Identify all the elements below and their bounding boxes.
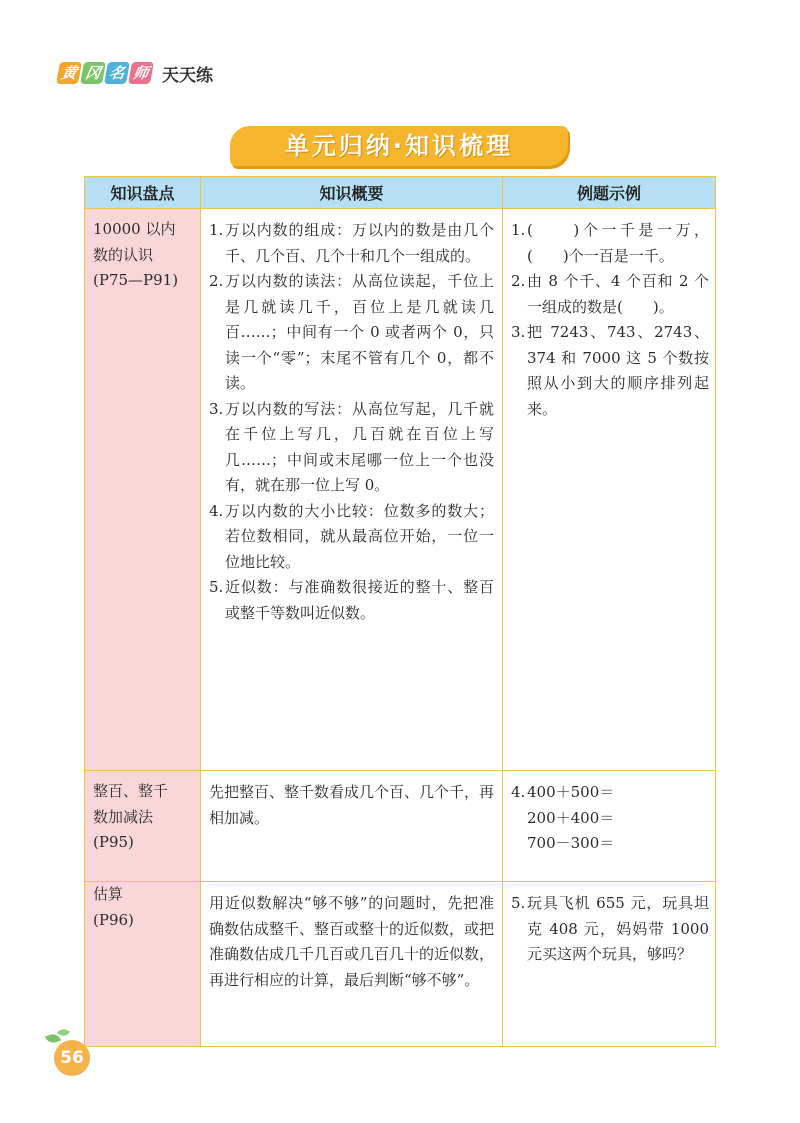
page-number: 56 [54, 1040, 90, 1076]
example-item [511, 780, 709, 857]
topic-line: 整百、整千 [93, 782, 169, 800]
series-name: 天天练 [162, 65, 213, 86]
examples-cell [503, 882, 716, 1047]
examples-cell [503, 771, 716, 882]
summary-item [209, 397, 494, 499]
item-text: ( )个一千是一万，( )个一百是一千。 [527, 221, 709, 265]
item-number: 3. [209, 399, 224, 418]
item-number: 2. [511, 272, 526, 290]
equation-list [527, 780, 709, 857]
summary-item [209, 218, 494, 269]
summary-cell [201, 771, 503, 882]
item-number: 4. [511, 783, 526, 801]
table-row [85, 771, 716, 882]
topic-line: 数加减法 [93, 807, 154, 826]
table-row [85, 882, 716, 1047]
example-item [511, 218, 709, 269]
item-number: 3. [511, 323, 526, 341]
header-summary: 知识概要 [201, 177, 503, 209]
item-text: 万以内数的大小比较：位数多的数大；若位数相同，就从最高位开始，一位一位地比较。 [225, 501, 494, 571]
topic-line: (P95) [93, 833, 134, 851]
brand-header [58, 60, 213, 86]
example-item [511, 320, 709, 422]
equation: 400＋500＝ [527, 783, 615, 801]
item-number: 5. [209, 578, 224, 596]
item-number: 1. [209, 221, 224, 239]
section-title: 单元归纳·知识梳理 [284, 132, 514, 160]
header-topic: 知识盘点 [85, 177, 201, 209]
item-text: 把 7243、743、2743、374 和 7000 这 5 个数按照从小到大的顺序排列起来。 [527, 323, 709, 418]
logo-char: 师 [128, 62, 154, 84]
topic-cell [85, 209, 201, 771]
logo-char: 名 [104, 62, 130, 84]
logo-char: 冈 [80, 62, 106, 84]
summary-text: 先把整百、整千数看成几个百、几个千，再相加减。 [209, 783, 495, 827]
brand-logo [58, 62, 152, 84]
equation: 700－300＝ [527, 834, 615, 852]
topic-cell [85, 882, 201, 1047]
equation: 200＋400＝ [527, 808, 615, 827]
item-number: 2. [209, 272, 224, 290]
summary-item [209, 575, 494, 626]
section-banner [230, 126, 568, 166]
item-text: 由 8 个千、4 个百和 2 个一组成的数是( )。 [527, 272, 709, 316]
item-number: 1. [511, 221, 526, 239]
item-text: 万以内数的写法：从高位写起，几千就在千位上写几，几百就在百位上写几……；中间或末尾哪一位上一个也没有，就在那一位上写 0。 [225, 399, 494, 494]
summary-text: 用近似数解决“够不够”的问题时，先把准确数估成整千、整百或整十的近似数，或把准确数估成几千几百或几百几十的近似数，再进行相应的计算，最后判断“够不够”。 [209, 894, 495, 989]
topic-line: 数的认识 [93, 245, 154, 264]
item-number: 5. [511, 894, 526, 912]
topic-line: (P96) [93, 910, 134, 929]
topic-line: 10000 以内 [93, 220, 176, 238]
item-text: 玩具飞机 655 元，玩具坦克 408 元，妈妈带 1000 元买这两个玩具，够吗？ [527, 894, 709, 963]
item-text: 万以内数的读法：从高位读起，千位上是几就读几千，百位上是几就读几百……；中间有一个 0 或者两个 0，只读一个“零”；末尾不管有几个 0，都不读。 [225, 272, 494, 392]
topic-cell [85, 771, 201, 882]
summary-cell [201, 882, 503, 1047]
example-item [511, 269, 709, 320]
summary-item [209, 499, 494, 576]
example-item [511, 891, 709, 968]
topic-line: 估算 [93, 885, 124, 903]
knowledge-table [84, 176, 716, 1047]
item-text: 万以内数的组成：万以内的数是由几个千、几个百、几个十和几个一组成的。 [225, 221, 494, 265]
table-header-row [85, 177, 716, 209]
logo-char: 黄 [56, 62, 82, 84]
table-row [85, 209, 716, 771]
item-text: 近似数：与准确数很接近的整十、整百或整千等数叫近似数。 [225, 578, 494, 622]
examples-cell [503, 209, 716, 771]
summary-cell [201, 209, 503, 771]
topic-line: (P75—P91) [93, 271, 179, 289]
item-number: 4. [209, 501, 224, 520]
header-examples: 例题示例 [503, 177, 716, 209]
summary-item [209, 269, 494, 397]
